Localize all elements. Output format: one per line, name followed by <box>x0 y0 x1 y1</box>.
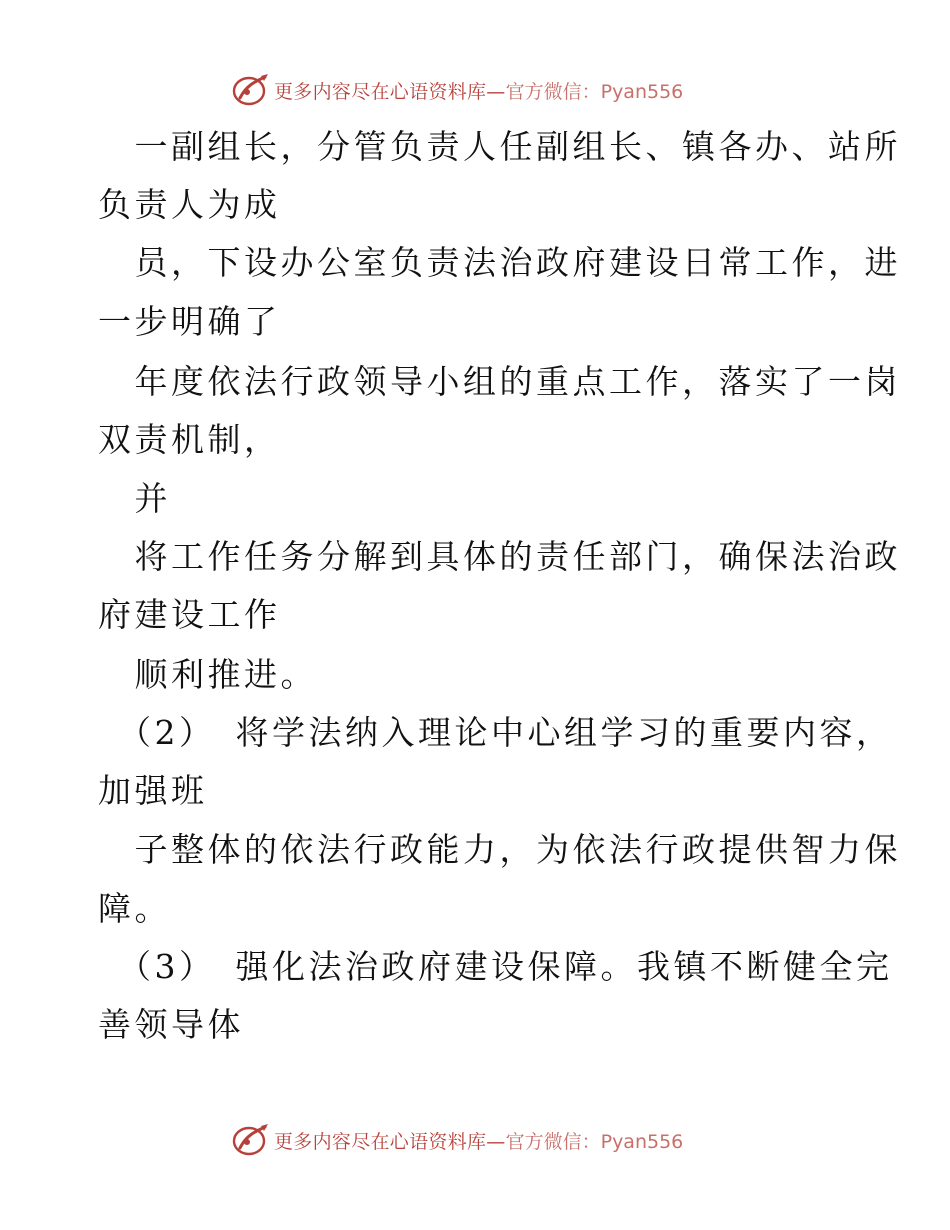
text-line: 年度依法行政领导小组的重点工作，落实了一岗 <box>98 362 901 401</box>
footer-watermark <box>232 1122 683 1158</box>
text-line: 善领导体 <box>98 1005 244 1044</box>
text-line: 负责人为成 <box>98 185 281 224</box>
text-line: 障。 <box>98 889 171 928</box>
text-line: 一副组长，分管负责人任副组长、镇各办、站所 <box>98 127 901 166</box>
brand-logo-icon <box>232 1122 270 1158</box>
footer-brand-text: 更多内容尽在心语资料库— <box>274 1130 506 1153</box>
text-line: 顺利推进。 <box>98 655 317 694</box>
header-wechat-text: 官方微信：Pyan556 <box>505 80 684 103</box>
header-brand-text: 更多内容尽在心语资料库— <box>274 80 506 103</box>
text-line: 员，下设办公室负责法治政府建设日常工作，进 <box>98 243 901 282</box>
text-line: 子整体的依法行政能力，为依法行政提供智力保 <box>98 830 901 869</box>
text-line: 加强班 <box>98 771 208 810</box>
text-line: 双责机制， <box>98 420 281 459</box>
text-line: 并 <box>98 479 171 518</box>
footer-wechat-text: 官方微信：Pyan556 <box>505 1130 684 1153</box>
text-line: 一步明确了 <box>98 302 281 341</box>
text-line: 将工作任务分解到具体的责任部门，确保法治政 <box>98 537 901 576</box>
text-line: （3） 强化法治政府建设保障。我镇不断健全完 <box>98 947 893 986</box>
text-line: 府建设工作 <box>98 595 281 634</box>
text-line: （2） 将学法纳入理论中心组学习的重要内容， <box>98 713 893 752</box>
